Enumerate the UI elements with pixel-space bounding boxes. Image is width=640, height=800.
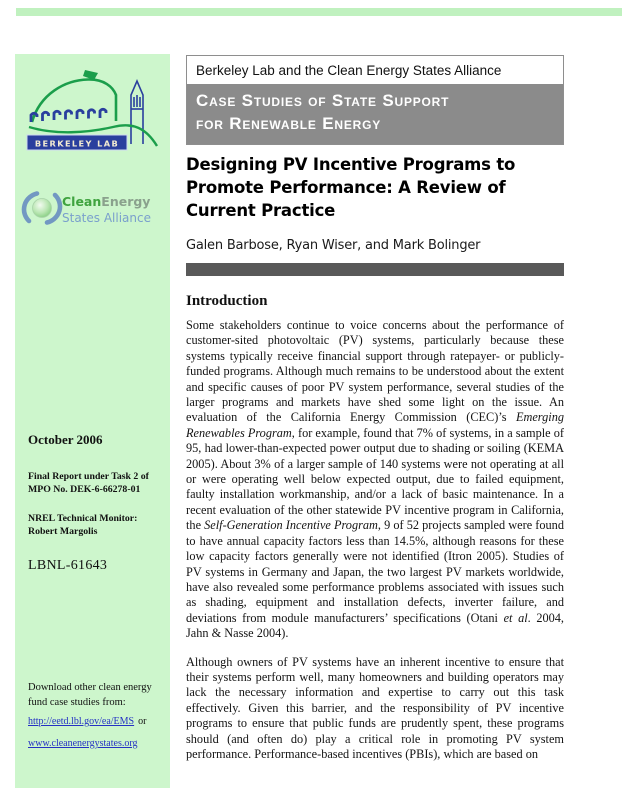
cleanenergystates-link[interactable]: www.cleanenergystates.org (28, 738, 138, 749)
cesa-wordmark-line1 (62, 194, 150, 209)
technical-monitor-info (28, 512, 137, 538)
cesa-logo-icon (20, 180, 166, 238)
series-title-line1: Case Studies of State Support (196, 91, 450, 110)
technical-monitor-line1: NREL Technical Monitor: (28, 513, 138, 524)
cesa-word-clean: Clean (62, 194, 102, 209)
series-header-box (186, 55, 564, 145)
series-title-line2: for Renewable Energy (196, 114, 382, 134)
eetd-link[interactable]: http://eetd.lbl.gov/ea/EMS (28, 716, 135, 727)
berkeley-lab-logo-icon (25, 64, 159, 160)
report-task-line1: Final Report under Task 2 of (28, 471, 149, 482)
divider-bar (186, 263, 564, 276)
report-title-line2: Promote Performance: A Review of (186, 178, 506, 197)
report-task-info (28, 470, 149, 496)
affiliation-banner: Berkeley Lab and the Clean Energy States Alliance (187, 56, 563, 84)
report-title-line1: Designing PV Incentive Programs to (186, 155, 516, 174)
cesa-swirl-icon (24, 194, 60, 223)
report-title (186, 153, 564, 222)
report-number: LBNL-61643 (28, 558, 108, 573)
cesa-word-energy: Energy (101, 194, 151, 209)
download-note-line1: Download other clean energy (28, 682, 152, 693)
arches (31, 109, 106, 122)
report-task-line2: MPO No. DEK-6-66278-01 (28, 484, 141, 495)
para1-seg3: , 9 of 52 projects sampled were found to have annual capacity factors less than 14.5%, although reasons for these low capacity factors generally were not identified (Itron 2005). Studies of PV systems in Germany and Japan, the two largest PV markets worldwide, have also revealed some performance problems associated with issues such as shading, equipment and installation defects, inverter failure, and deviations from module manufacturers’ specifications (Otani (186, 518, 564, 625)
body-text (186, 318, 564, 775)
technical-monitor-line2: Robert Margolis (28, 526, 98, 537)
top-green-rule (16, 8, 622, 16)
series-title-banner (187, 84, 563, 144)
para1-italic1: Emerging Renewables Program (186, 410, 564, 440)
sidebar (15, 54, 170, 788)
berkeley-lab-logo (25, 64, 159, 165)
para1-seg1: Some stakeholders continue to voice concerns about the performance of customer-sited photovoltaic (PV) systems, particularly because these systems typically receive financial support through ratepayer- or publicly-funded programs. Although much remains to be understood about the extent and specific causes of poor PV system performance, several studies of the larger programs and markets have shed some light on the issue. An evaluation of the California Energy Commission (CEC)’s (186, 318, 564, 425)
berkeley-lab-label: BERKELEY LAB (34, 138, 120, 149)
report-date: October 2006 (28, 432, 103, 447)
para1-seg4: . 2004, Jahn & Nasse 2004). (186, 610, 564, 641)
download-note (28, 680, 152, 710)
campanile-tower (131, 81, 143, 144)
dome-outline (32, 79, 116, 122)
cesa-logo (20, 180, 166, 243)
cesa-wordmark-line2: States Alliance (62, 211, 151, 225)
authors: Galen Barbose, Ryan Wiser, and Mark Bolinger (186, 238, 481, 253)
para1-italic2: Self-Generation Incentive Program (204, 518, 378, 533)
cesa-link-row (28, 738, 138, 749)
download-link-row (28, 716, 146, 727)
paragraph-2: Although owners of PV systems have an inherent incentive to ensure that their systems perform well, many homeowners and building operators may lack the necessary information and expertise to carry out this task effectively. Given this barrier, and the responsibility of PV incentive programs to ensure that public funds are prudently spent, these programs should (and often do) play a critical role in promoting PV system performance. Performance-based incentives (PBIs), which are based on (186, 654, 564, 761)
para1-seg2: , for example, found that 7% of systems, in a sample of 95, had lower-than-expected power output due to shading or soiling (KEMA 2005). About 3% of a larger sample of 140 systems were not operating at all or were operating well below expected output, due to failed equipment, faulty installation workmanship, and/or a lack of basic maintenance. In a recent evaluation of the other statewide PV incentive program in California, the (186, 425, 564, 533)
paragraph-1 (186, 318, 564, 642)
section-heading: Introduction (186, 293, 268, 309)
para1-italic3: et al (503, 610, 528, 625)
or-text: or (138, 716, 147, 727)
download-note-line2: fund case studies from: (28, 697, 126, 708)
report-title-line3: Current Practice (186, 201, 336, 220)
